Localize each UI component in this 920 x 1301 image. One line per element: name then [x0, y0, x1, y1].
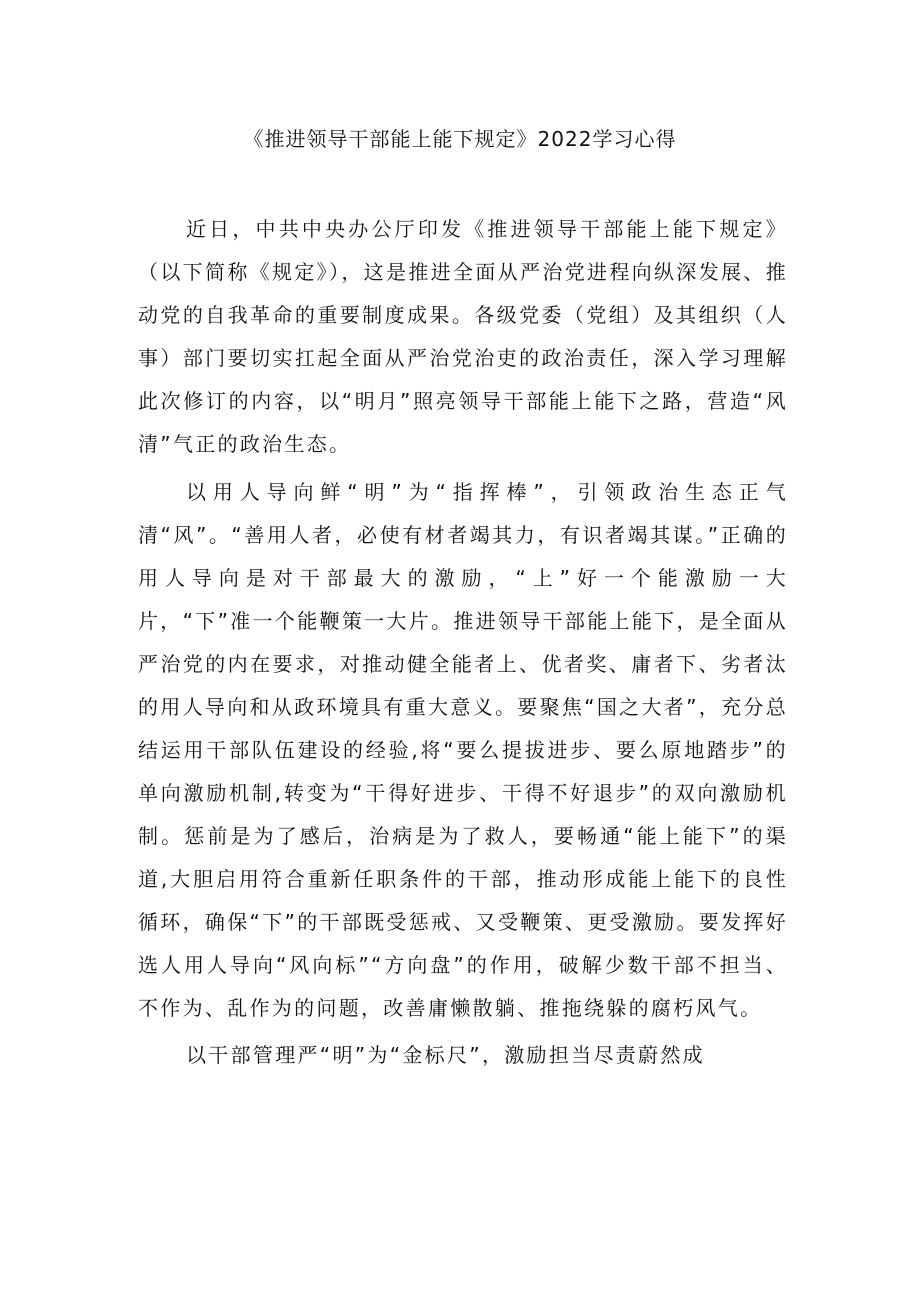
- document-body: [138, 208, 788, 1077]
- paragraph-intro: 近日，中共中央办公厅印发《推进领导干部能上能下规定》（以下简称《规定》），这是推进全面从严治党进程向纵深发展、推动党的自我革命的重要制度成果。各级党委（党组）及其组织（人事）部门要切实扛起全面从严治党治吏的政治责任，深入学习理解此次修订的内容，以“明月”照亮领导干部能上能下之路，营造“风清”气正的政治生态。: [138, 217, 788, 456]
- paragraph-employment-orientation: 以用人导向鲜“明”为“指挥棒”，引领政治生态正气清“风”。“善用人者，必使有材者竭其力，有识者竭其谋。”正确的用人导向是对干部最大的激励，“上”好一个能激励一大片，“下”准一个能鞭策一大片。推进领导干部能上能下，是全面从严治党的内在要求，对推动健全能者上、优者奖、庸者下、劣者汰的用人导向和从政环境具有重大意义。要聚焦“国之大者”，充分总结运用干部队伍建设的经验,将“要么提拔进步、要么原地踏步”的单向激励机制,转变为“干得好进步、干得不好退步”的双向激励机制。惩前是为了感后，治病是为了救人，要畅通“能上能下”的渠道,大胆启用符合重新任职条件的干部，推动形成能上能下的良性循环，确保“下”的干部既受惩戒、又受鞭策、更受激励。要发挥好选人用人导向“风向标”“方向盘”的作用，破解少数干部不担当、不作为、乱作为的问题，改善庸懒散躺、推拖绕躲的腐朽风气。: [138, 480, 788, 1020]
- document-title: 《推进领导干部能上能下规定》2022学习心得: [243, 127, 677, 151]
- paragraph-cadre-management: 以干部管理严“明”为“金标尺”，激励担当尽责蔚然成: [186, 1043, 705, 1067]
